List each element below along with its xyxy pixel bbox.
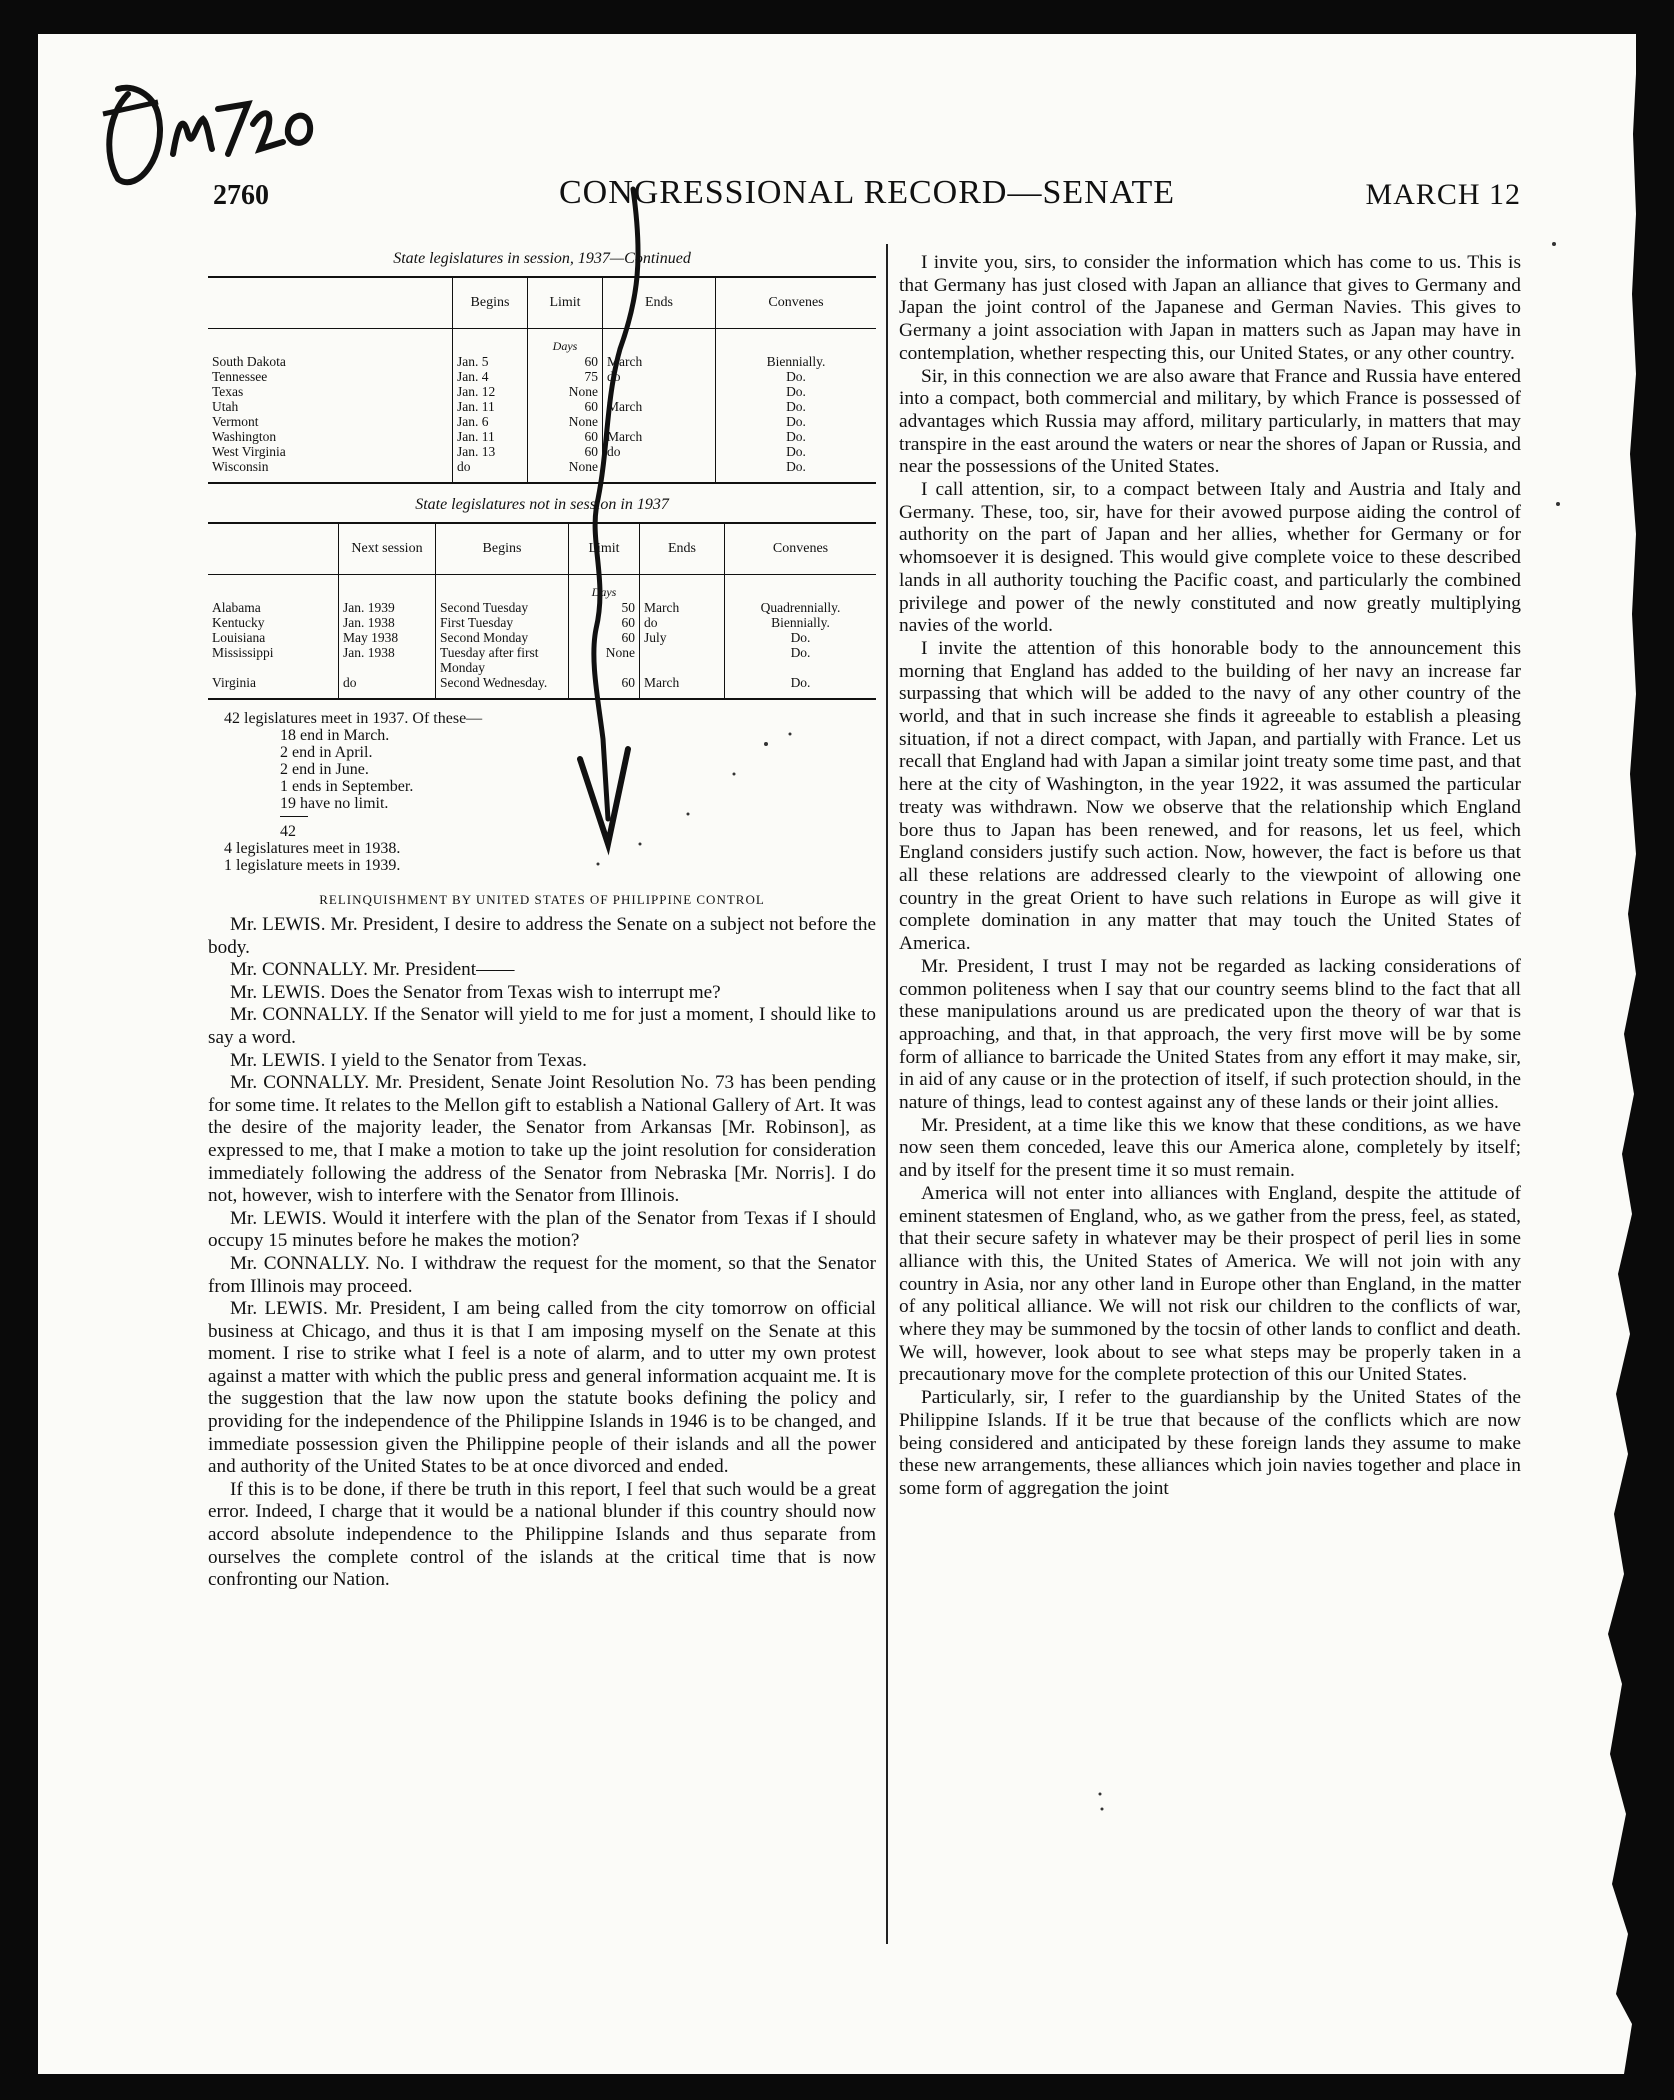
- speech-paragraph: If this is to be done, if there be truth in this report, I feel that such would be a great error. Indeed, I charge that it would be a national blunder if this country should now accord absolute independence to the Philippine Islands and thus separate from ourselves the complete control of the islands at the critical time that is now confronting our Nation.: [208, 1478, 876, 1591]
- speech-paragraph: Mr. President, at a time like this we know that these conditions, as we have now seen them conceded, leave this our America alone, completely by itself; and by itself for the present time it so must remain.: [899, 1114, 1521, 1182]
- begins-cell: Jan. 13: [453, 444, 528, 459]
- table1-caption: State legislatures in session, 1937—Continued: [393, 250, 691, 267]
- convenes-cell: Do.: [716, 369, 877, 384]
- convenes-cell: Do.: [716, 444, 877, 459]
- summary-tail-line: 4 legislatures meet in 1938.: [224, 840, 401, 857]
- summary-item: 2 end in April.: [280, 744, 373, 761]
- begins-cell: Tuesday after first Monday: [436, 645, 569, 675]
- table2-header-cell: Convenes: [725, 523, 877, 575]
- speech-paragraph: I invite the attention of this honorable body to the announcement this morning that England has added to the building of her navy an increase far surpassing that which will be added to the navy of any other country of the world, and that in such increase she finds it agreeable to establish a pleasing situation, if not a direct compact, with Japan, and partially with France. Let us recall that England had with Japan a similar joint treaty some time past, and that here at the city of Washington, in the year 1922, it was assumed the particular treaty was withdrawn. Now we observe that the relationship which England bore thus to Japan has been renewed, and for reasons, let us feel, which England considers justify such action. Now, however, the fact is before us that all these relations are addressed clearly to the viewpoint of allowing one country in the great Orient to have such relations in Europe as will give it complete domination in any matter that may touch the United States of America.: [899, 637, 1521, 955]
- speech-paragraph: Mr. CONNALLY. No. I withdraw the request for the moment, so that the Senator from Illinois may proceed.: [208, 1252, 876, 1297]
- convenes-cell: Biennially.: [725, 615, 877, 630]
- state-name: Vermont: [212, 414, 259, 429]
- summary-item: 19 have no limit.: [280, 795, 389, 812]
- begins-cell: Second Tuesday: [436, 600, 569, 615]
- ends-cell: do: [603, 444, 716, 459]
- limit-cell: 60: [528, 354, 603, 369]
- ends-cell: March: [603, 399, 716, 414]
- table1-header-cell: Convenes: [716, 277, 877, 329]
- table2-caption: State legislatures not in session in 1937: [415, 496, 669, 513]
- state-name: Utah: [212, 399, 239, 414]
- convenes-cell: Do.: [725, 645, 877, 675]
- state-name: Kentucky: [212, 615, 265, 630]
- publication-title: CONGRESSIONAL RECORD—SENATE: [558, 174, 1176, 211]
- convenes-cell: Do.: [716, 429, 877, 444]
- speech-paragraph: Mr. LEWIS. Mr. President, I desire to address the Senate on a subject not before the body.: [208, 914, 876, 958]
- begins-cell: First Tuesday: [436, 615, 569, 630]
- convenes-cell: Biennially.: [716, 354, 877, 369]
- begins-cell: Jan. 4: [453, 369, 528, 384]
- ends-cell: March: [603, 354, 716, 369]
- speech-paragraph: Mr. President, I trust I may not be regarded as lacking considerations of common politeness when I say that our country seems blind to the fact that all these manipulations around us are predicated upon the theory of war that is approaching, and that, in that approach, the very first move will be by some form of alliance to barricade the United States from any effort it may make, sir, in aid of any cause or in the protection of itself, if such protection should, in the nature of things, lead to contest against any of these lands or their joint allies.: [899, 955, 1521, 1114]
- state-name: Mississippi: [212, 645, 274, 660]
- table2-header-cell: Limit: [569, 523, 640, 575]
- table2-units: Days: [569, 575, 640, 601]
- begins-cell: Jan. 5: [453, 354, 528, 369]
- speech-paragraph: Mr. CONNALLY. Mr. President——: [230, 959, 515, 981]
- limit-cell: None: [569, 645, 640, 675]
- begins-cell: Second Monday: [436, 630, 569, 645]
- limit-cell: None: [528, 384, 603, 399]
- limit-cell: 60: [569, 675, 640, 699]
- begins-cell: Jan. 11: [453, 429, 528, 444]
- begins-cell: Jan. 11: [453, 399, 528, 414]
- begins-cell: Jan. 12: [453, 384, 528, 399]
- speech-paragraph: I invite you, sirs, to consider the information which has come to us. This is that Germany has just closed with Japan an alliance that gives to Germany and Japan the joint control of the Japanese and German Navies. This gives to Germany a joint association with Japan in matters such as Japan may have in contemplation, whether respecting this, our United States, or any other country.: [899, 252, 1521, 364]
- limit-cell: 60: [528, 429, 603, 444]
- summary-total: 42: [280, 816, 308, 840]
- speech-paragraph: Mr. LEWIS. Does the Senator from Texas wish to interrupt me?: [230, 981, 721, 1003]
- state-name: Alabama: [212, 600, 261, 615]
- summary-item: 18 end in March.: [280, 727, 390, 744]
- next-session-cell: do: [339, 675, 436, 699]
- limit-cell: 60: [528, 444, 603, 459]
- limit-cell: 60: [569, 630, 640, 645]
- begins-cell: do: [453, 459, 528, 483]
- summary-item: 1 ends in September.: [280, 778, 414, 795]
- speech-paragraph: I call attention, sir, to a compact between Italy and Austria and Italy and Germany. These, too, sir, have for their avowed purpose aiding the control of authority on the part of Japan and her allies, whether for Germany or for whomsoever it is designed. This would give complete voice to these described lands in all authority touching the Pacific coast, and particularly the combined privilege and power of the newly constituted and now greatly multiplying navies of the world.: [899, 479, 1521, 637]
- state-name: Virginia: [208, 675, 339, 699]
- table1-header-cell: Begins: [453, 277, 528, 329]
- convenes-cell: Quadrennially.: [725, 600, 877, 615]
- limit-cell: 75: [528, 369, 603, 384]
- state-name: Wisconsin: [208, 459, 453, 483]
- state-name: Tennessee: [212, 369, 268, 384]
- speech-paragraph: Mr. CONNALLY. Mr. President, Senate Joint Resolution No. 73 has been pending for some time. It relates to the Mellon gift to establish a National Gallery of Art. It was the desire of the majority leader, the Senator from Arkansas [Mr. Robinson], as expressed to me, that I make a motion to take up the joint resolution for consideration immediately following the address of the Senator from Nebraska [Mr. Norris]. I do not, however, wish to interfere with the Senator from Illinois.: [208, 1072, 876, 1207]
- convenes-cell: Do.: [716, 459, 877, 483]
- limit-cell: None: [528, 459, 603, 483]
- limit-cell: 60: [528, 399, 603, 414]
- ends-cell: July: [640, 630, 725, 645]
- section-heading: RELINQUISHMENT BY UNITED STATES OF PHILIPPINE CONTROL: [319, 892, 765, 907]
- ends-cell: do: [640, 615, 725, 630]
- table1-header-cell: Ends: [603, 277, 716, 329]
- table2-header-cell: Ends: [640, 523, 725, 575]
- convenes-cell: Do.: [725, 675, 877, 699]
- speech-paragraph: Sir, in this connection we are also aware that France and Russia have entered into a compact, both commercial and military, by which France is possessed of advantages which Russia may afford, military particularly, in matters that may transpire in the east around the waters or near the shores of Japan or Russia, and near the possessions of the United States.: [899, 365, 1521, 478]
- header-date: MARCH 12: [1365, 178, 1521, 211]
- convenes-cell: Do.: [716, 384, 877, 399]
- convenes-cell: Do.: [725, 630, 877, 645]
- ends-cell: March: [640, 600, 725, 615]
- table1-header-cell: Limit: [528, 277, 603, 329]
- ends-cell: do: [603, 369, 716, 384]
- page-number: 2760: [213, 180, 269, 211]
- table2-header-cell: Next session: [339, 523, 436, 575]
- state-name: Louisiana: [212, 630, 266, 645]
- speech-paragraph: Mr. CONNALLY. If the Senator will yield to me for just a moment, I should like to say a word.: [208, 1004, 876, 1048]
- next-session-cell: Jan. 1939: [339, 600, 436, 615]
- table2-header-cell: Begins: [436, 523, 569, 575]
- limit-cell: 60: [569, 615, 640, 630]
- limit-cell: None: [528, 414, 603, 429]
- next-session-cell: May 1938: [339, 630, 436, 645]
- summary-tail-line: 1 legislature meets in 1939.: [224, 857, 401, 874]
- state-name: South Dakota: [212, 354, 286, 369]
- state-name: Texas: [212, 384, 244, 399]
- state-name: Washington: [212, 429, 277, 444]
- speech-paragraph: America will not enter into alliances with England, despite the attitude of eminent statesmen of England, who, as we gather from the press, feel, as stated, that their secure safety in whatever may be their prospect of peril lies in some alliance with this, the United States of America. We will not join with any country in Asia, nor any other land in Europe other than England, in the matter of any political alliance. We will not risk our children to the conflicts of war, where they may be summoned by the tocsin of other lands to conflict and death. We will, however, look about to see what steps may be properly taken in a precautionary move for the complete protection of this our United States.: [899, 1182, 1521, 1386]
- speech-paragraph: Mr. LEWIS. I yield to the Senator from Texas.: [230, 1049, 587, 1071]
- speech-paragraph: Mr. LEWIS. Would it interfere with the plan of the Senator from Texas if I should occupy 15 minutes before he makes the motion?: [208, 1207, 876, 1252]
- next-session-cell: Jan. 1938: [339, 645, 436, 675]
- state-name: West Virginia: [212, 444, 286, 459]
- scan-specks: [38, 34, 1636, 2074]
- next-session-cell: Jan. 1938: [339, 615, 436, 630]
- summary-intro: 42 legislatures meet in 1937. Of these—: [224, 710, 483, 727]
- limit-cell: 50: [569, 600, 640, 615]
- ends-cell: March: [640, 675, 725, 699]
- speech-paragraph: Mr. LEWIS. Mr. President, I am being called from the city tomorrow on official business at Chicago, and thus it is that I am imposing myself on the Senate at this moment. I rise to strike what I feel is a note of alarm, and to utter my own protest against a matter with which the public press and general information acquaint me. It is the suggestion that the law now upon the statute books defining the policy and providing for the independence of the Philippine Islands in 1946 is to be changed, and immediate possession given the Philippine people of their islands and all the power and authority of the United States to be at once divorced and ended.: [208, 1298, 876, 1478]
- document-page: [38, 34, 1636, 2074]
- convenes-cell: Do.: [716, 399, 877, 414]
- table1-units: Days: [528, 329, 603, 355]
- summary-item: 2 end in June.: [280, 761, 369, 778]
- begins-cell: Second Wednesday.: [436, 675, 569, 699]
- convenes-cell: Do.: [716, 414, 877, 429]
- begins-cell: Jan. 6: [453, 414, 528, 429]
- speech-paragraph: Particularly, sir, I refer to the guardianship by the United States of the Philippine Islands. If it be true that because of the conflicts which are now being considered and anticipated by these foreign lands they assume to make these new arrangements, these alliances which join navies together and place in some form of aggregation the joint: [899, 1387, 1521, 1499]
- ends-cell: March: [603, 429, 716, 444]
